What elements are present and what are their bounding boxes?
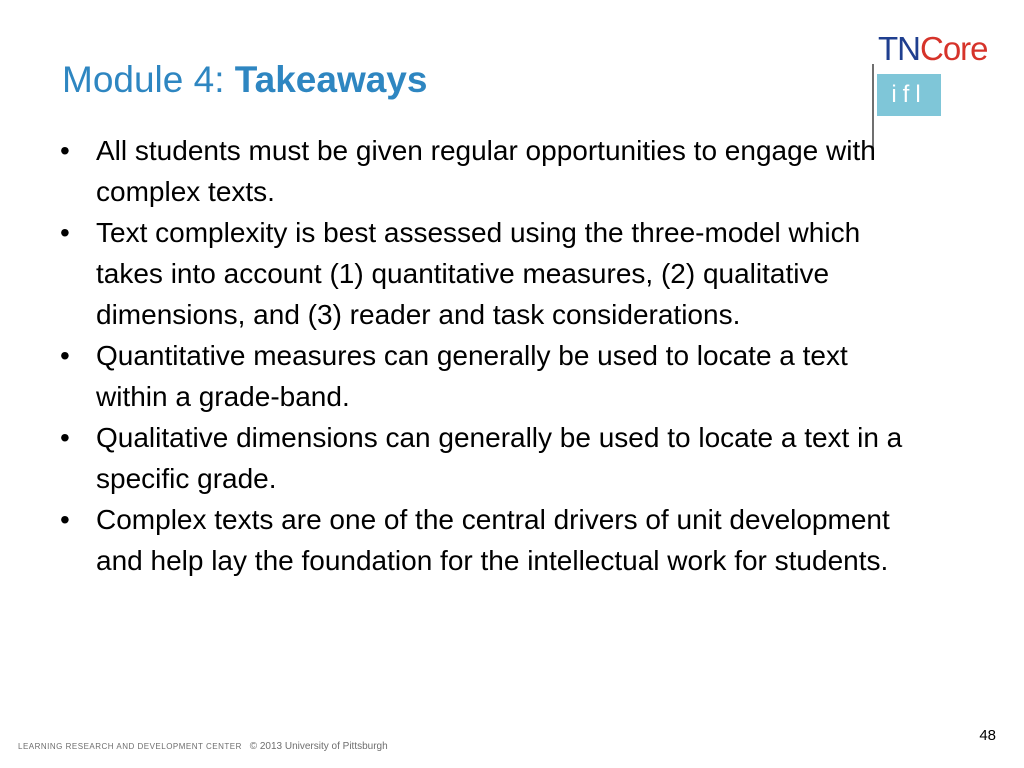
page-number: 48 (979, 727, 996, 744)
takeaways-list (58, 130, 908, 581)
bullet-dot-icon: • (60, 422, 70, 453)
tncore-wordmark (878, 30, 988, 68)
bullet-item (58, 130, 908, 212)
bullet-dot-icon: • (60, 504, 70, 535)
slide-footer (18, 741, 388, 752)
tncore-ifl-logo (872, 30, 1002, 130)
bullet-text: All students must be given regular opportunities to engage with complex texts. (96, 135, 876, 207)
bullet-text: Qualitative dimensions can generally be used to locate a text in a specific grade. (96, 422, 903, 494)
ifl-badge: ifl (877, 74, 941, 116)
slide-title-prefix: Module 4: (62, 59, 235, 100)
bullet-item (58, 499, 908, 581)
footer-center-name: LEARNING RESEARCH AND DEVELOPMENT CENTER (18, 742, 242, 751)
bullet-item (58, 212, 908, 335)
logo-tn-text: TN (878, 30, 920, 67)
slide-title-emphasis: Takeaways (234, 59, 428, 100)
bullet-text: Quantitative measures can generally be used to locate a text within a grade-band. (96, 340, 848, 412)
bullet-dot-icon: • (60, 217, 70, 248)
bullet-item (58, 335, 908, 417)
bullet-text: Text complexity is best assessed using the three-model which takes into account (1) quantitative measures, (2) qualitative dimensions, and (3) reader and task considerations. (96, 217, 861, 330)
bullet-dot-icon: • (60, 135, 70, 166)
logo-core-text: Core (920, 30, 988, 67)
bullet-text: Complex texts are one of the central drivers of unit development and help lay the foundation for the intellectual work for students. (96, 504, 890, 576)
slide-title (62, 58, 427, 102)
footer-copyright: © 2013 University of Pittsburgh (249, 741, 388, 752)
bullet-dot-icon: • (60, 340, 70, 371)
bullet-item (58, 417, 908, 499)
